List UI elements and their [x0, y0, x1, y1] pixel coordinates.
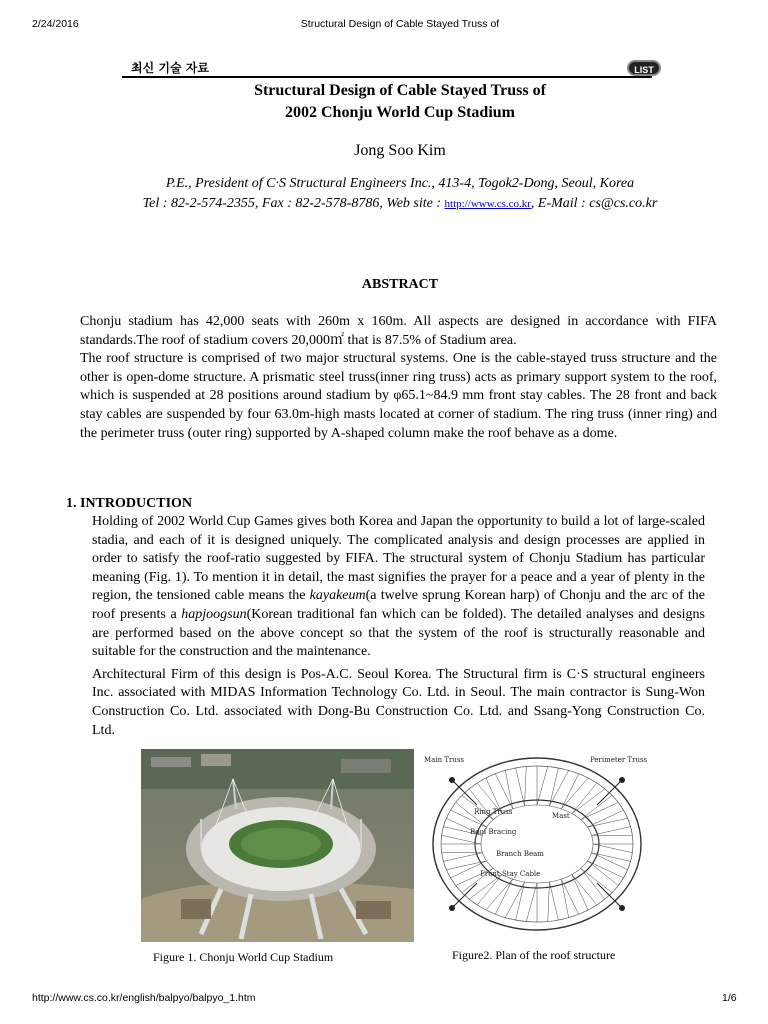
roof-bracing-line: [505, 770, 512, 808]
contact-email: , E-Mail : cs@cs.co.kr: [530, 196, 658, 211]
website-link[interactable]: http://www.cs.co.kr: [444, 198, 531, 210]
print-date: 2/24/2016: [32, 18, 79, 30]
label-branch-beam: Branch Beam: [496, 850, 544, 858]
roof-bracing-line: [561, 879, 568, 917]
label-perimeter-truss: Perimeter Truss: [590, 756, 648, 764]
introduction-body: [92, 513, 705, 740]
introduction-paragraph-2: Architectural Firm of this design is Pos-A.C. Seoul Korea. The Structural firm is C·S structural engineers Inc. associated with MIDAS Information Technology Co. Ltd. in Seoul. The main contractor is Sung-Won Construction Co. Ltd. associated with Dong-Bu Construction Co. Ltd. and Ssang-Yong Construction Co. Ltd.: [92, 666, 705, 738]
main-truss-line: [477, 874, 502, 904]
roof-bracing-line: [587, 818, 627, 827]
main-truss-line: [549, 768, 558, 806]
roof-plan-diagram: [422, 750, 652, 938]
roof-bracing-line: [469, 874, 502, 899]
mast-sw-icon: [449, 905, 455, 911]
figure-1-caption: Figure 1. Chonju World Cup Stadium: [153, 950, 334, 964]
roof-bracing-line: [549, 770, 568, 806]
paper-title-line2: 2002 Chonju World Cup Stadium: [285, 104, 515, 121]
main-truss-line: [581, 868, 612, 892]
label-front-stay-cable: Front Stay Cable: [480, 870, 541, 878]
main-truss-line: [572, 783, 597, 813]
contact-prefix: Tel : 82-2-574-2355, Fax : 82-2-578-8786, Web site :: [142, 196, 445, 211]
paper-author: Jong Soo Kim: [354, 142, 446, 159]
figure-2-caption: Figure2. Plan of the roof structure: [452, 948, 616, 962]
roof-bracing-line: [572, 874, 588, 910]
paper-title-line1: Structural Design of Cable Stayed Truss of: [254, 82, 546, 99]
main-truss-line: [516, 768, 525, 806]
abstract-body: [80, 313, 717, 443]
roof-bracing-line: [572, 789, 605, 814]
abstract-heading: ABSTRACT: [361, 277, 439, 292]
main-truss-line: [572, 874, 597, 904]
mast-se-icon: [619, 905, 625, 911]
print-title: Structural Design of Cable Stayed Truss of: [300, 18, 500, 30]
label-main-truss: Main Truss: [424, 756, 465, 764]
roof-bracing-line: [446, 861, 486, 870]
roof-bracing-line: [592, 853, 628, 870]
label-mast: Mast: [552, 812, 570, 820]
main-truss-line: [587, 810, 623, 827]
header-rule: [122, 76, 652, 78]
print-url: http://www.cs.co.kr/english/balpyo/balpyo_1.htm: [32, 992, 256, 1004]
paper-contact: [0, 196, 768, 212]
stadium-aerial-photo: [141, 749, 414, 942]
label-roof-bracing: Roof Bracing: [470, 828, 517, 836]
roof-bracing-line: [526, 883, 537, 922]
main-truss-line: [592, 853, 631, 862]
abstract-paragraph-2: The roof structure is comprised of two major structural systems. One is the cable-stayed truss structure and the other is open-dome structure. A prismatic steel truss(inner ring truss) acts as primary support system to the roof, which is suspended at 28 positions around stadium by φ65.1~84.9 mm front stay cables. The 28 front and back stay cables are suspended by four 63.0m-high masts located at corner of stadium. The ring truss (inner ring) and the perimeter truss (outer ring) supported by A-shaped column make the roof behave as a dome.: [80, 351, 717, 441]
roof-bracing-line: [581, 868, 605, 899]
mast-ne-icon: [619, 777, 625, 783]
main-truss-line: [495, 774, 512, 809]
main-truss-line: [561, 879, 578, 914]
roof-bracing-line: [537, 766, 548, 805]
main-truss-line: [443, 853, 482, 862]
mast-nw-icon: [449, 777, 455, 783]
abstract-paragraph-1: Chonju stadium has 42,000 seats with 260m x 160m. All aspects are designed in accordance with FIFA standards.The roof of stadium covers 20,000㎡ that is 87.5% of Stadium area.: [80, 314, 717, 348]
list-button[interactable]: LIST: [627, 60, 661, 76]
roof-bracing-line: [505, 882, 524, 918]
section-tag: 최신 기술 자료: [131, 61, 209, 75]
main-truss-line: [549, 882, 558, 920]
label-ring-truss: Ring Truss: [474, 808, 513, 816]
page-number: 1/6: [722, 992, 737, 1004]
introduction-paragraph-1: Holding of 2002 World Cup Games gives both Korea and Japan the opportunity to build a lot of large-scaled stadia, and each of it is designed uniquely. The complicated analysis and design processes are applied in order to satisfy the roof-ratio suggested by FIFA. The structural system of Chonju Stadium has particular meaning (Fig. 1). To mention it in detail, the mast signifies the prayer for a peace and a year of plenty in the region, the tensioned cable means the kayakeum(a twelve sprung Korean harp) of Chonju and the arc of the roof presents a hapjoogsun(Korean traditional fan which can be folded). The detailed analyses and designs are performed based on the above concept so that the system of the roof is structurally reasonable and suitable for the construction and the maintenance.: [92, 514, 705, 660]
main-truss-line: [592, 827, 631, 836]
main-truss-line: [516, 882, 525, 920]
introduction-heading: 1. INTRODUCTION: [66, 496, 193, 511]
paper-affiliation: P.E., President of C·S Structural Engineers Inc., 413-4, Togok2-Dong, Seoul, Korea: [165, 176, 635, 191]
